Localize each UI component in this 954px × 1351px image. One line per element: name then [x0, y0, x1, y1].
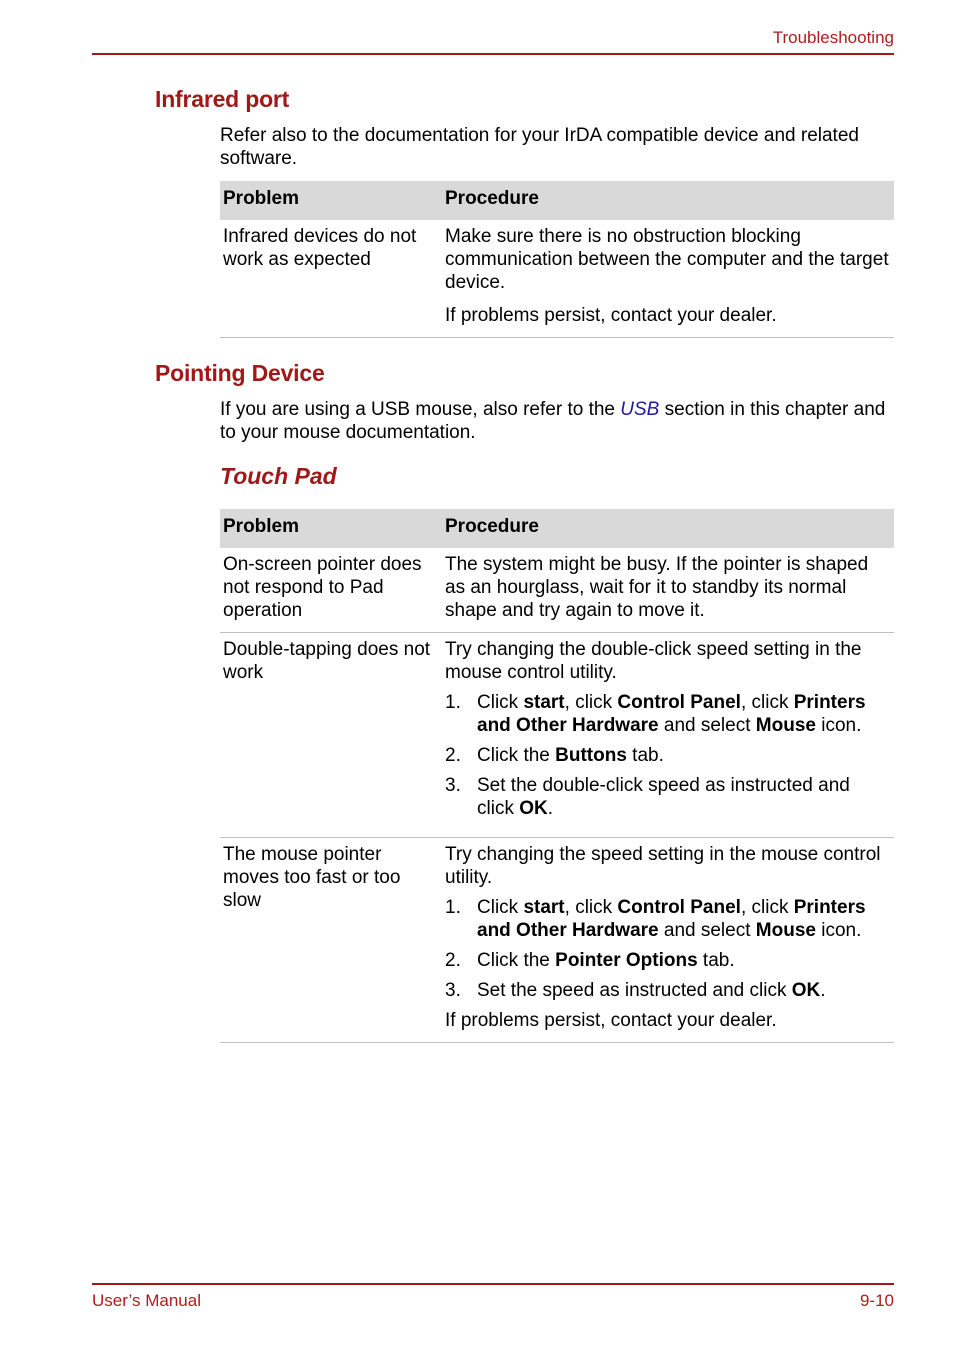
step-text: . [820, 980, 826, 1001]
step-text: , click [564, 692, 618, 713]
step-bold: start [523, 897, 565, 918]
procedure-cell [442, 838, 894, 1043]
column-header-problem: Problem [220, 181, 442, 220]
list-item [445, 949, 891, 972]
step-bold: Mouse [755, 920, 816, 941]
list-item [445, 979, 891, 1002]
steps-list [445, 691, 891, 820]
step-bold: Mouse [755, 715, 816, 736]
procedure-cell [442, 220, 894, 338]
intro-text: section in this chapter and to your mouse documentation. [220, 399, 886, 443]
step-number: 2. [445, 745, 461, 766]
table-row [220, 838, 894, 1043]
step-text: . [547, 798, 554, 819]
step-bold: OK [791, 980, 821, 1001]
step-text: , click [740, 897, 794, 918]
step-bold: OK [519, 798, 548, 819]
step-bold: Buttons [555, 745, 627, 766]
step-text: icon. [815, 715, 862, 736]
table-header-row [220, 181, 894, 220]
step-text: and select [658, 715, 756, 736]
touchpad-table [220, 509, 894, 1043]
steps-list [445, 896, 891, 1002]
table-row [220, 548, 894, 633]
heading-pointing-device: Pointing Device [155, 360, 325, 386]
step-number: 3. [445, 980, 461, 1001]
step-text: icon. [815, 920, 862, 941]
procedure-cell: The system might be busy. If the pointer is shaped as an hourglass, wait for it to standby its normal shape and try again to move it. [442, 548, 894, 633]
column-header-problem: Problem [220, 509, 442, 548]
step-bold: Control Panel [617, 897, 741, 918]
infrared-intro: Refer also to the documentation for your IrDA compatible device and related software. [220, 125, 859, 169]
infrared-table [220, 181, 894, 338]
pointing-intro [220, 398, 894, 444]
step-bold: Printers and Other Hardware [477, 897, 866, 941]
footer-manual-title: User’s Manual [92, 1291, 201, 1310]
step-number: 1. [445, 897, 461, 918]
procedure-text: Try changing the double-click speed setting in the mouse control utility. [445, 639, 862, 683]
column-header-procedure: Procedure [442, 181, 894, 220]
list-item [445, 774, 891, 820]
list-item [445, 896, 891, 942]
table-row [220, 633, 894, 838]
problem-cell: Infrared devices do not work as expected [220, 220, 442, 338]
step-bold: Pointer Options [555, 950, 698, 971]
step-text: Set the double-click speed as instructed and click [477, 775, 850, 819]
problem-cell: The mouse pointer moves too fast or too slow [220, 838, 442, 1043]
list-item [445, 691, 891, 737]
step-bold: Printers and Other Hardware [477, 692, 866, 736]
table-row [220, 220, 894, 338]
procedure-cell [442, 633, 894, 838]
heading-infrared-port: Infrared port [155, 86, 290, 112]
step-number: 3. [445, 775, 461, 796]
problem-cell: On-screen pointer does not respond to Pad operation [220, 548, 442, 633]
step-text: Click [477, 692, 524, 713]
column-header-procedure: Procedure [442, 509, 894, 548]
page-number: 9-10 [859, 1291, 894, 1310]
running-header: Troubleshooting [772, 28, 894, 47]
procedure-text: If problems persist, contact your dealer. [445, 305, 777, 326]
step-text: , click [740, 692, 794, 713]
step-text: , click [564, 897, 618, 918]
step-number: 1. [445, 692, 461, 713]
list-item [445, 744, 891, 767]
step-text: tab. [626, 745, 664, 766]
table-header-row [220, 509, 894, 548]
step-bold: Control Panel [617, 692, 741, 713]
step-text: Click the [477, 745, 556, 766]
footer-rule [92, 1283, 894, 1285]
intro-text: If you are using a USB mouse, also refer to the [220, 399, 621, 420]
header-rule [92, 53, 894, 55]
heading-touch-pad: Touch Pad [220, 463, 337, 489]
step-text: tab. [697, 950, 735, 971]
step-number: 2. [445, 950, 461, 971]
procedure-text: Make sure there is no obstruction blocking communication between the computer and the target device. [445, 226, 889, 293]
usb-link[interactable]: USB [620, 399, 660, 420]
procedure-text: Try changing the speed setting in the mouse control utility. [445, 844, 881, 888]
procedure-text: If problems persist, contact your dealer. [445, 1010, 777, 1031]
step-bold: start [523, 692, 565, 713]
problem-cell: Double-tapping does not work [220, 633, 442, 838]
step-text: Set the speed as instructed and click [477, 980, 792, 1001]
step-text: Click the [477, 950, 556, 971]
step-text: and select [658, 920, 756, 941]
step-text: Click [477, 897, 524, 918]
